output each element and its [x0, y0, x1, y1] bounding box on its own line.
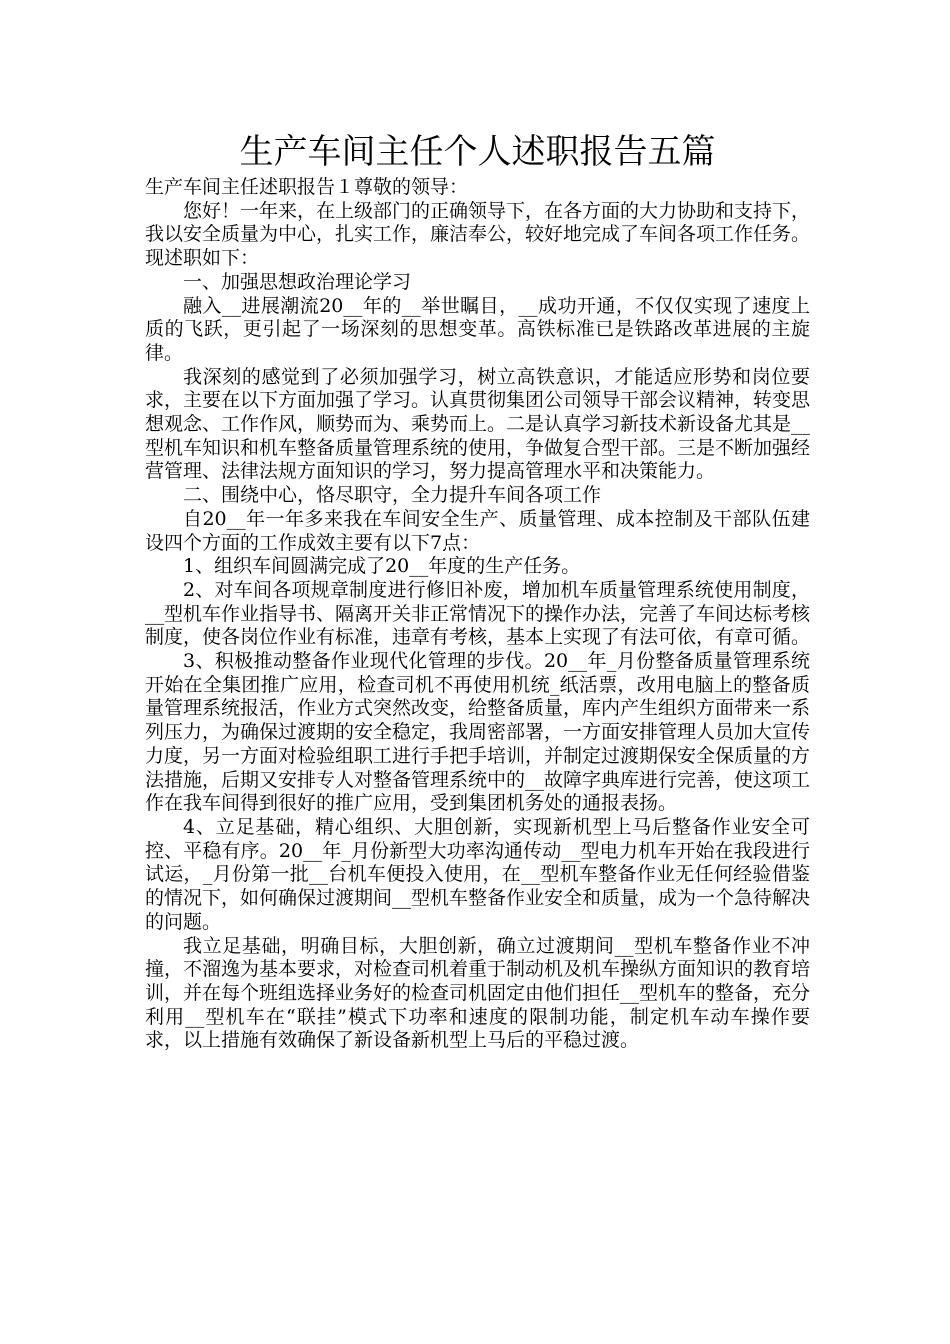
list-item: 1、组织车间圆满完成了20__年度的生产任务。: [183, 555, 581, 578]
body-paragraph: 您好！一年来，在上级部门的正确领导下，在各方面的大力协助和支持下，我以安全质量为中心，扎实工作，廉洁奉公，较好地完成了车间各项工作任务。现述职如下：: [145, 199, 811, 270]
list-item: 4、立足基础，精心组织、大胆创新，实现新机型上马后整备作业安全可控、平稳有序。20__年_月份新型大功率沟通传动__型电力机车开始在我段进行试运，_月份第一批__台机车便投入使用，在__型机车整备作业无任何经验借鉴的情况下，如何确保过渡期间__型机车整备作业安全和质量，成为一个急待解决的问题。: [145, 815, 811, 933]
body-paragraph: 我立足基础，明确目标，大胆创新，确立过渡期间__型机车整备作业不冲撞，不溜逸为基本要求，对检查司机着重于制动机及机车操纵方面知识的教育培训，并在每个班组选择业务好的检查司机固定由他们担任__型机车的整备，充分利用__型机车在“联挂”模式下功率和速度的限制功能，制定机车动车操作要求，以上措施有效确保了新设备新机型上马后的平稳过渡。: [145, 934, 811, 1052]
salutation-paragraph: 生产车间主任述职报告１尊敬的领导：: [145, 176, 469, 198]
document-body: [145, 176, 810, 1053]
section-heading: 二、围绕中心，恪尽职守，全力提升车间各项工作: [183, 484, 602, 507]
section-heading: 一、加强思想政治理论学习: [183, 270, 412, 293]
document-title: 生产车间主任个人述职报告五篇: [239, 132, 716, 172]
body-paragraph: 自20__年一年多来我在车间安全生产、质量管理、成本控制及干部队伍建设四个方面的工作成效主要有以下7点：: [145, 507, 810, 554]
body-paragraph: 融入__进展潮流20__年的__举世瞩目，__成功开通，不仅仅实现了速度上质的飞跃，更引起了一场深刻的思想变革。高铁标准已是铁路改革进展的主旋律。: [145, 294, 810, 364]
body-paragraph: 我深刻的感觉到了必须加强学习，树立高铁意识，才能适应形势和岗位要求，主要在以下方面加强了学习。认真贯彻集团公司领导干部会议精神，转变思想观念、工作作风，顺势而为、乘势而上。二是认真学习新技术新设备尤其是__型机车知识和机车整备质量管理系统的使用，争做复合型干部。三是不断加强经营管理、法律法规方面知识的学习，努力提高管理水平和决策能力。: [145, 365, 811, 483]
list-item: 2、对车间各项规章制度进行修旧补废，增加机车质量管理系统使用制度，__型机车作业指导书、隔离开关非正常情况下的操作办法，完善了车间达标考核制度，使各岗位作业有标准，违章有考核，基本上实现了有法可依，有章可循。: [145, 578, 811, 649]
list-item: 3、积极推动整备作业现代化管理的步伐。20__年_月份整备质量管理系统开始在全集团推广应用，检查司机不再使用机统_纸活票，改用电脑上的整备质量管理系统报活，作业方式突然改变，给整备质量，库内产生组织方面带来一系列压力，为确保过渡期的安全稳定，我周密部署，一方面安排管理人员加大宣传力度，另一方面对检验组职工进行手把手培训，并制定过渡期保安全保质量的方法措施，后期又安排专人对整备管理系统中的__故障字典库进行完善，使这项工作在我车间得到很好的推广应用，受到集团机务处的通报表扬。: [145, 650, 811, 815]
document-page: [145, 128, 810, 1053]
